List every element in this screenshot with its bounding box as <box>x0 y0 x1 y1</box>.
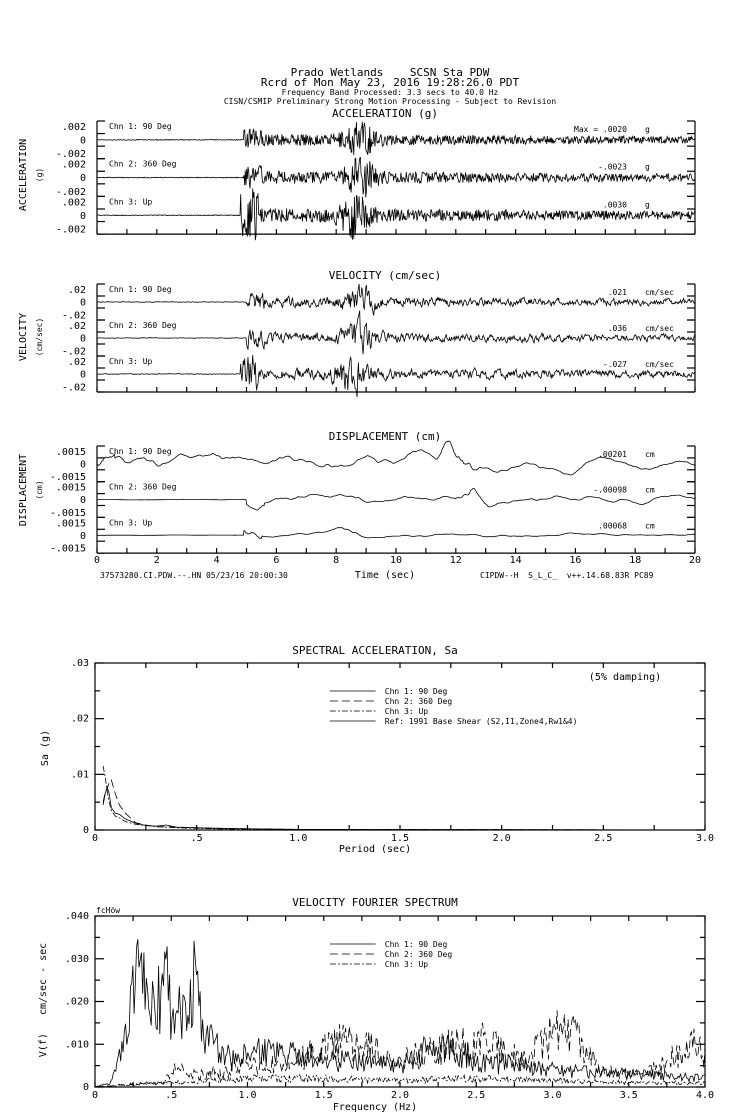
acceleration-yunit: (g) <box>35 167 44 183</box>
vfs-xlabel: Frequency (Hz) <box>332 1102 418 1113</box>
y-tick-label: -.02 <box>61 346 86 358</box>
legend-label: Chn 2: 360 Deg <box>384 697 453 706</box>
x-tick-label: 14 <box>509 555 522 567</box>
max-unit: cm/sec <box>645 288 674 297</box>
max-value: .0030 <box>602 200 627 210</box>
frequency-band: Frequency Band Processed: 3.3 secs to 40.0 Hz <box>281 88 499 97</box>
x-tick-label: .5 <box>190 833 203 844</box>
record-time: Rcrd of Mon May 23, 2016 19:28:26.0 PDT <box>260 76 520 89</box>
y-tick-label: .020 <box>64 996 89 1008</box>
vfs-corner-label: fcHöw <box>96 906 121 915</box>
legend-label: Chn 3: Up <box>384 707 429 716</box>
x-tick-label: 0 <box>91 833 99 844</box>
x-tick-label: 0 <box>93 555 101 567</box>
y-tick-label: -.002 <box>55 149 86 161</box>
y-tick-label: .0015 <box>55 482 86 494</box>
processing-note: CISN/CSMIP Preliminary Strong Motion Processing - Subject to Revision <box>223 97 557 106</box>
y-tick-label: .030 <box>64 953 89 965</box>
y-tick-label: 0 <box>79 210 86 222</box>
x-tick-label: 6 <box>273 555 280 567</box>
legend-label: Chn 2: 360 Deg <box>384 950 453 959</box>
vfs-ylabel: V(f) cm/sec - sec <box>38 942 49 1058</box>
y-tick-label: .040 <box>64 911 89 922</box>
x-tick-label: 20 <box>688 555 702 567</box>
x-tick-label: 3.0 <box>695 833 715 844</box>
max-value: .021 <box>607 288 627 297</box>
y-tick-label: -.002 <box>55 186 86 198</box>
max-unit: cm/sec <box>645 360 674 369</box>
y-tick-label: 0 <box>82 825 89 836</box>
channel-label: Chn 2: 360 Deg <box>109 159 177 169</box>
x-tick-label: 3.5 <box>619 1090 638 1101</box>
displacement-ylabel: DISPLACEMENT <box>18 453 29 527</box>
legend-label: Chn 1: 90 Deg <box>384 687 448 696</box>
channel-label: Chn 3: Up <box>109 197 153 207</box>
y-tick-label: .02 <box>67 321 86 332</box>
max-unit: g <box>645 162 650 172</box>
velocity-ylabel: VELOCITY <box>18 312 29 362</box>
y-tick-label: .002 <box>61 159 86 171</box>
waveform-vel-chn2 <box>97 311 695 355</box>
y-tick-label: -.0015 <box>49 472 86 484</box>
channel-label: Chn 1: 90 Deg <box>109 122 172 131</box>
x-tick-label: 0 <box>91 1090 99 1101</box>
legend-label: Ref: 1991 Base Shear (S2,I1,Zone4,Rw1&4) <box>384 717 578 726</box>
y-tick-label: .02 <box>70 713 89 725</box>
y-tick-label: .03 <box>70 658 89 669</box>
waveform-disp-chn1 <box>97 441 695 475</box>
y-tick-label: 0 <box>79 369 86 381</box>
x-tick-label: 2.5 <box>467 1090 486 1101</box>
y-tick-label: 0 <box>79 297 86 309</box>
max-value: .036 <box>607 324 627 333</box>
velocity-yunit: (cm/sec) <box>35 317 44 357</box>
y-tick-label: -.02 <box>61 382 86 394</box>
y-tick-label: -.0015 <box>49 543 86 555</box>
channel-label: Chn 3: Up <box>109 518 153 528</box>
sa-damping-note: (5% damping) <box>588 672 662 683</box>
channel-label: Chn 1: 90 Deg <box>109 447 172 456</box>
x-tick-label: 1.5 <box>314 1090 333 1101</box>
y-tick-label: .0015 <box>55 447 86 458</box>
y-tick-label: .002 <box>61 122 86 133</box>
y-tick-label: .02 <box>67 285 86 296</box>
acceleration-ylabel: ACCELERATION <box>18 138 29 212</box>
x-tick-label: 2.0 <box>390 1090 410 1101</box>
channel-label: Chn 2: 360 Deg <box>109 482 177 492</box>
displacement-title: DISPLACEMENT (cm) <box>328 430 442 443</box>
x-tick-label: 2 <box>153 555 160 567</box>
footer-left: 37573280.CI.PDW.--.HN 05/23/16 20:00:30 <box>100 571 288 580</box>
y-tick-label: 0 <box>82 1082 89 1093</box>
max-value: .00201 <box>598 450 627 459</box>
max-value: -.00098 <box>593 485 627 495</box>
x-tick-label: .5 <box>165 1090 178 1101</box>
y-tick-label: .01 <box>70 769 89 781</box>
x-tick-label: 1.0 <box>238 1090 257 1101</box>
y-tick-label: -.0015 <box>49 507 86 519</box>
x-tick-label: 2.5 <box>594 833 613 844</box>
max-value: -.0023 <box>598 162 627 172</box>
acceleration-title: ACCELERATION (g) <box>332 107 438 120</box>
max-unit: cm <box>645 450 655 459</box>
series-line-chn3 <box>103 766 705 830</box>
series-line-chn2 <box>103 780 705 830</box>
displacement-yunit: (cm) <box>35 480 44 500</box>
x-tick-label: 1.5 <box>390 833 410 844</box>
max-value: -.027 <box>602 360 627 369</box>
max-unit: g <box>645 200 650 210</box>
channel-label: Chn 3: Up <box>109 357 153 366</box>
max-value: Max = .0020 <box>574 125 627 134</box>
y-tick-label: -.002 <box>55 224 86 236</box>
footer-right: CIPDW--H S_L_C_ v++.14.68.83R PC89 <box>480 571 654 580</box>
x-tick-label: 3.0 <box>543 1090 562 1101</box>
max-unit: cm <box>645 485 655 495</box>
max-unit: g <box>645 125 650 134</box>
max-unit: cm/sec <box>645 324 674 333</box>
series-line-chn1 <box>103 787 705 830</box>
x-tick-label: 10 <box>389 555 403 567</box>
sa-title: SPECTRAL ACCELERATION, Sa <box>292 644 458 657</box>
x-tick-label: 1.0 <box>289 833 308 844</box>
legend-label: Chn 1: 90 Deg <box>384 940 448 949</box>
station-title: Prado Wetlands SCSN Sta PDW <box>290 66 490 79</box>
max-value: .00068 <box>598 521 627 531</box>
y-tick-label: -.02 <box>61 310 86 322</box>
y-tick-label: .0015 <box>55 518 86 530</box>
vfs-title: VELOCITY FOURIER SPECTRUM <box>292 896 458 909</box>
y-tick-label: .002 <box>61 197 86 209</box>
y-tick-label: 0 <box>79 459 86 471</box>
time-xlabel: Time (sec) <box>354 570 416 581</box>
x-tick-label: 8 <box>333 555 340 567</box>
x-tick-label: 16 <box>569 555 582 567</box>
sa-ylabel: Sa (g) <box>40 729 51 767</box>
x-tick-label: 18 <box>629 555 642 567</box>
x-tick-label: 4 <box>213 555 220 567</box>
max-unit: cm <box>645 521 655 531</box>
y-tick-label: 0 <box>79 333 86 345</box>
waveform-vel-chn1 <box>97 284 695 315</box>
x-tick-label: 2.0 <box>492 833 511 844</box>
y-tick-label: 0 <box>79 530 86 542</box>
legend-label: Chn 3: Up <box>384 960 429 969</box>
plot-marks <box>50 121 714 1101</box>
y-tick-label: .02 <box>67 357 86 368</box>
sa-xlabel: Period (sec) <box>338 844 412 855</box>
y-tick-label: 0 <box>79 495 86 507</box>
x-tick-label: 4.0 <box>695 1090 715 1101</box>
y-tick-label: 0 <box>79 173 86 185</box>
channel-label: Chn 2: 360 Deg <box>109 321 177 330</box>
velocity-title: VELOCITY (cm/sec) <box>328 269 442 282</box>
y-tick-label: .010 <box>64 1039 89 1051</box>
y-tick-label: 0 <box>79 135 86 147</box>
x-tick-label: 12 <box>449 555 462 567</box>
channel-label: Chn 1: 90 Deg <box>109 285 172 294</box>
